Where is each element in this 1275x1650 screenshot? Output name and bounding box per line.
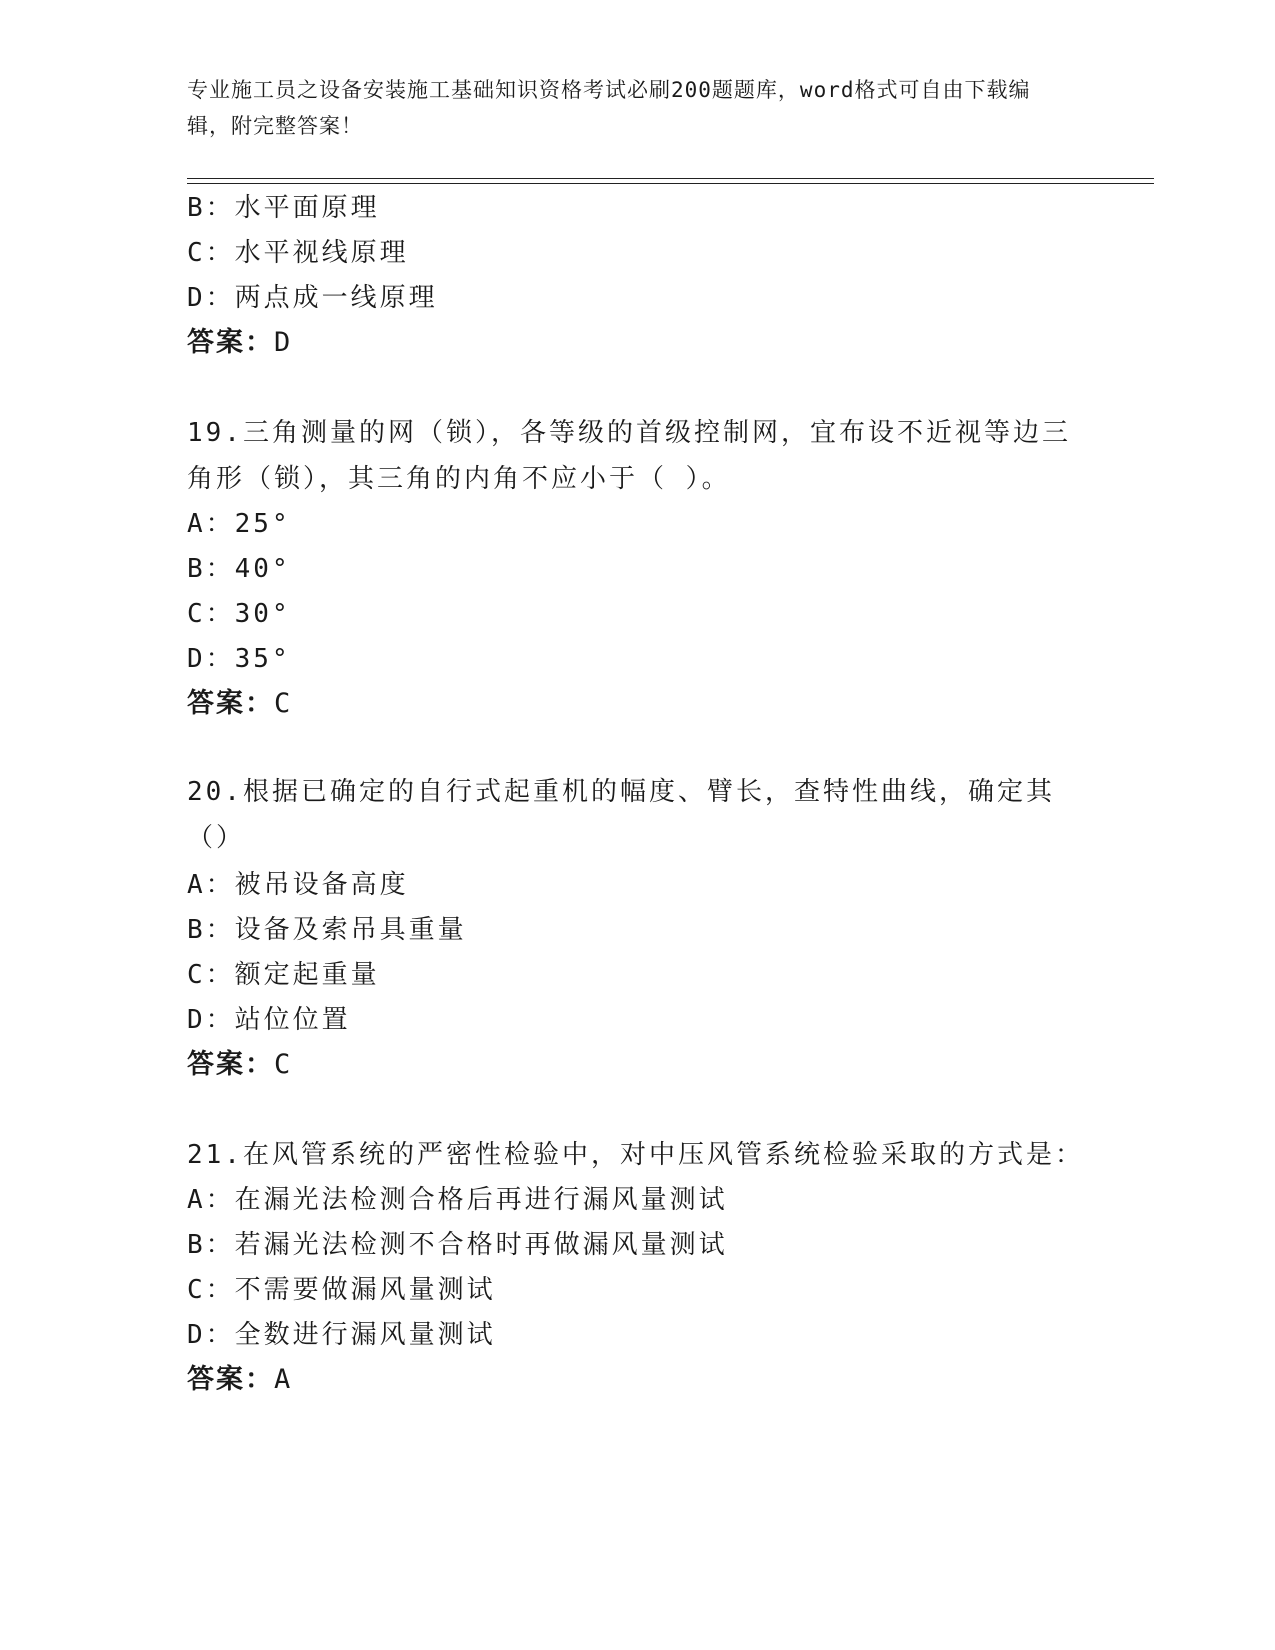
- option-text: D：35°: [187, 644, 291, 674]
- option-text: C：不需要做漏风量测试: [187, 1275, 496, 1305]
- answer-label: 答案：: [187, 327, 274, 358]
- answer-label: 答案：: [187, 1049, 274, 1080]
- answer-line: [187, 327, 292, 359]
- option-text: B：若漏光法检测不合格时再做漏风量测试: [187, 1230, 728, 1260]
- option-text: B：水平面原理: [187, 193, 380, 223]
- answer-label: 答案：: [187, 688, 274, 719]
- option-text: C：水平视线原理: [187, 238, 409, 268]
- answer-value: C: [274, 688, 293, 719]
- document-header-title: 专业施工员之设备安装施工基础知识资格考试必刷200题题库，word格式可自由下载编辑，附完整答案！: [187, 78, 1031, 138]
- answer-label: 答案：: [187, 1364, 274, 1395]
- question-stem: 20.根据已确定的自行式起重机的幅度、臂长，查特性曲线，确定其（）: [187, 777, 1055, 853]
- option-text: C：30°: [187, 599, 291, 629]
- option-text: B：设备及索吊具重量: [187, 915, 467, 945]
- option-text: C：额定起重量: [187, 960, 380, 990]
- answer-line: [187, 1049, 292, 1081]
- header-divider-bottom: [187, 183, 1154, 184]
- option-text: D：全数进行漏风量测试: [187, 1320, 496, 1350]
- answer-value: D: [274, 327, 293, 358]
- question-stem: 21.在风管系统的严密性检验中，对中压风管系统检验采取的方式是：: [187, 1140, 1084, 1170]
- answer-value: A: [274, 1364, 293, 1395]
- option-text: A：25°: [187, 509, 291, 539]
- answer-line: [187, 688, 292, 720]
- option-text: A：在漏光法检测合格后再进行漏风量测试: [187, 1185, 728, 1215]
- question-stem: 19.三角测量的网（锁），各等级的首级控制网，宜布设不近视等边三角形（锁），其三角的内角不应小于（ ）。: [187, 418, 1071, 494]
- option-text: D：站位位置: [187, 1005, 351, 1035]
- answer-line: [187, 1364, 292, 1396]
- option-text: A：被吊设备高度: [187, 870, 409, 900]
- header-divider-top: [187, 178, 1154, 179]
- option-text: D：两点成一线原理: [187, 283, 438, 313]
- option-text: B：40°: [187, 554, 291, 584]
- answer-value: C: [274, 1049, 293, 1080]
